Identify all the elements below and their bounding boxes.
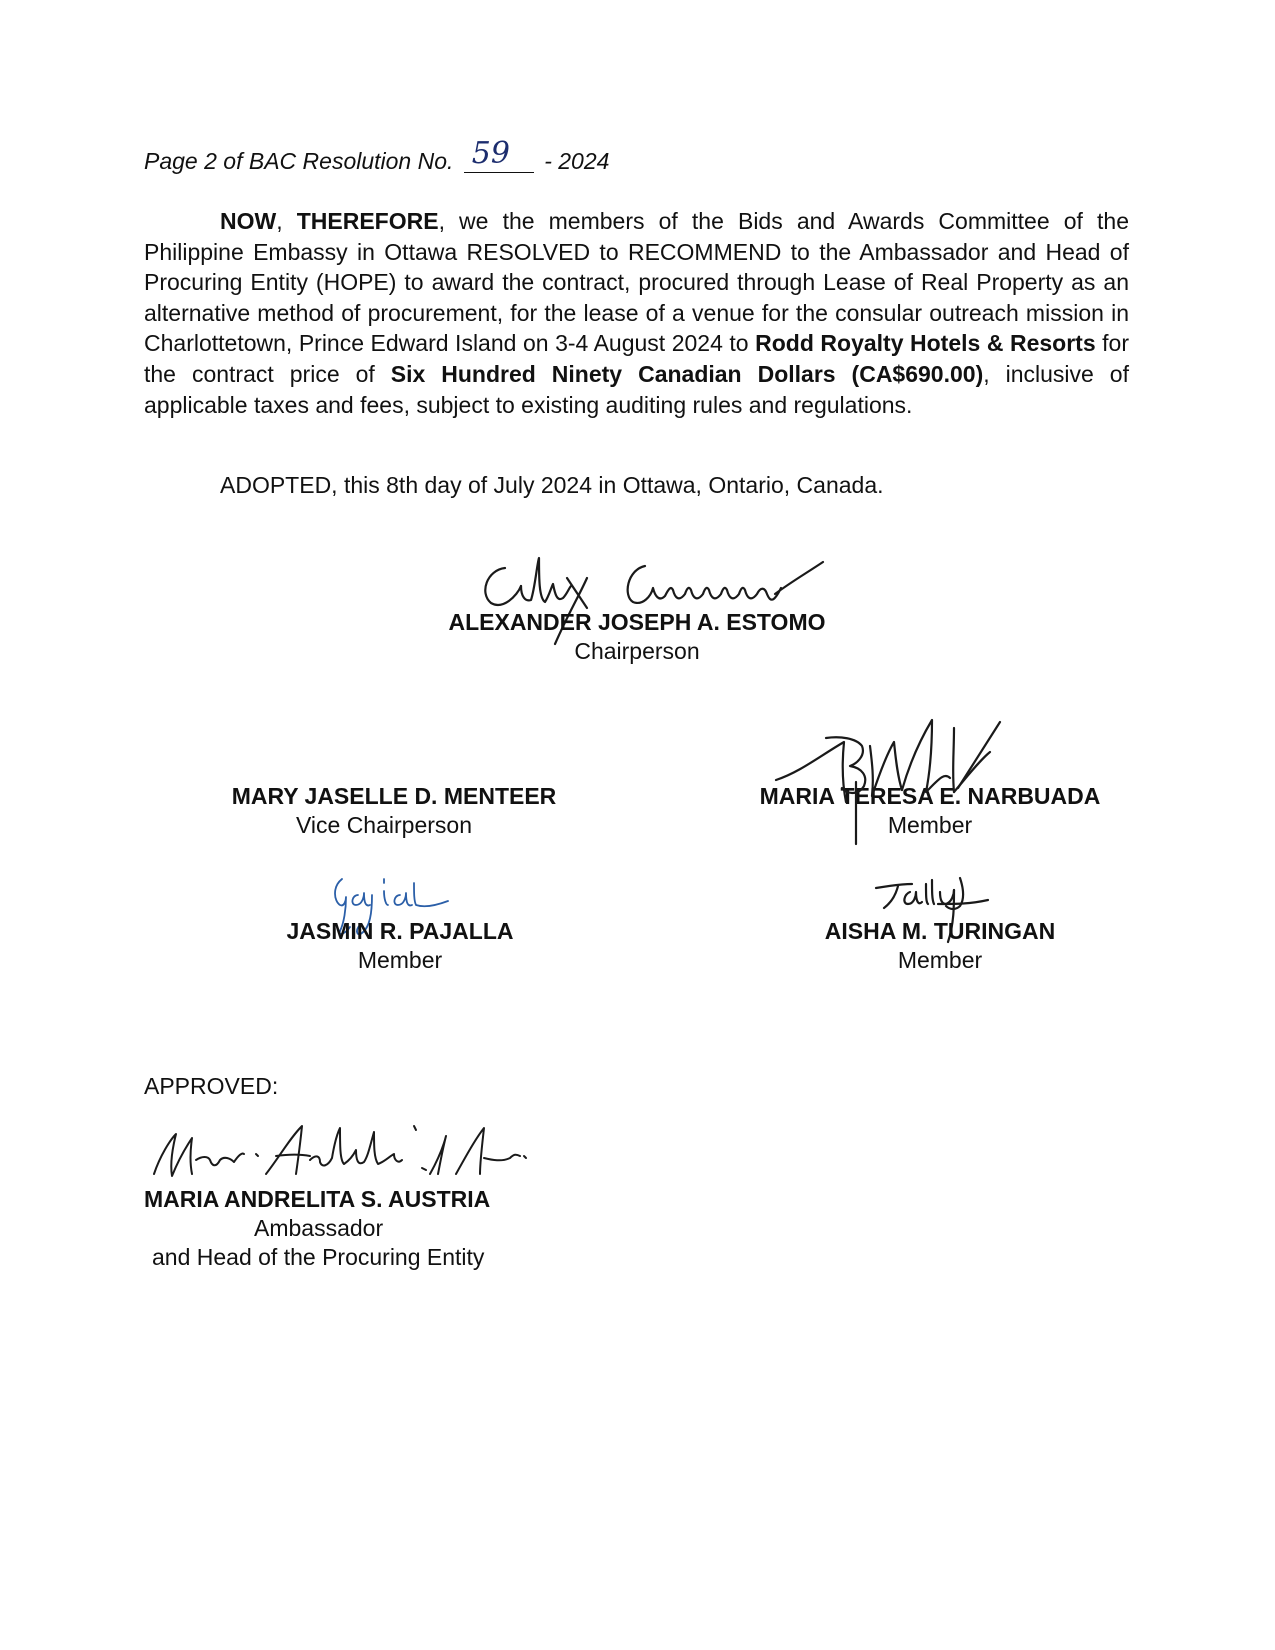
chair-name: ALEXANDER JOSEPH A. ESTOMO [448, 609, 826, 635]
vice-chair-name: MARY JASELLE D. MENTEER [231, 783, 557, 809]
member-2-name: JASMIN R. PAJALLA [286, 918, 514, 944]
member-1-role: Member [887, 812, 973, 838]
resolution-paragraph: NOW, THEREFORE, we the members of the Bids and Awards Committee of the Philippine Embassy in Ottawa RESOLVED to RECOMMEND to the Ambassador and Head of Procuring Entity (HOPE) to award the contract, procured through Lease of Real Property as an alternative method of procurement, for the lease of a venue for the consular outreach mission in Charlottetown, Prince Edward Island on 3-4 August 2024 to Rodd Royalty Hotels & Resorts for the contract price of Six Hundred Ninety Canadian Dollars (CA$690.00), inclusive of applicable taxes and fees, subject to existing auditing rules and regulations. [144, 208, 1129, 418]
member-1-signature-block [730, 782, 1130, 840]
chair-signature-block [427, 608, 847, 666]
chair-role: Chairperson [574, 638, 700, 664]
member-2-role: Member [357, 947, 443, 973]
adopted-statement: ADOPTED, this 8th day of July 2024 in Ottawa, Ontario, Canada. [220, 472, 884, 498]
now-keyword: NOW [220, 208, 277, 234]
resolution-text-1: , we the members of the Bids and Awards Committee of the Philippine Embassy in Ottawa RESOLVED to RECOMMEND to the Ambassador and Head of Procuring Entity (HOPE) to award the contract, procured through Lease of Real Property as an alternative method of procurement, for the lease of a venue for the consular outreach mission in Charlottetown, Prince Edward Island on 3-4 August 2024 to [144, 208, 1129, 357]
page-header [144, 136, 610, 175]
vice-chair-signature-block [204, 782, 584, 840]
contract-price: Six Hundred Ninety Canadian Dollars (CA$690.00) [390, 360, 984, 387]
resolution-text-2: for the contract price of [144, 330, 1129, 387]
resolution-text-3: , inclusive of applicable taxes and fees, subject to existing auditing rules and regulations. [144, 360, 1129, 418]
approved-label: APPROVED: [144, 1073, 279, 1099]
vice-chair-role: Vice Chairperson [295, 812, 472, 838]
member-3-role: Member [897, 947, 983, 973]
hope-name: MARIA ANDRELITA S. AUSTRIA [144, 1186, 491, 1212]
hope-role-hope: and Head of the Procuring Entity [152, 1244, 485, 1270]
hope-signature [150, 1116, 530, 1196]
member-1-name: MARIA TERESA E. NARBUADA [759, 783, 1101, 809]
header-prefix: Page 2 of BAC Resolution No. [144, 148, 454, 174]
member-3-name: AISHA M. TURINGAN [824, 918, 1056, 944]
hope-role-ambassador: Ambassador [254, 1215, 384, 1241]
header-suffix: - 2024 [544, 148, 610, 174]
awardee-name: Rodd Royalty Hotels & Resorts [755, 330, 1096, 357]
resolution-number: 59 [471, 136, 510, 171]
member-3-signature-block [770, 917, 1110, 975]
therefore-keyword: THEREFORE [296, 208, 439, 234]
resolution-number-field [464, 136, 534, 173]
hope-signature-block [144, 1185, 544, 1272]
member-2-signature-block [230, 917, 570, 975]
